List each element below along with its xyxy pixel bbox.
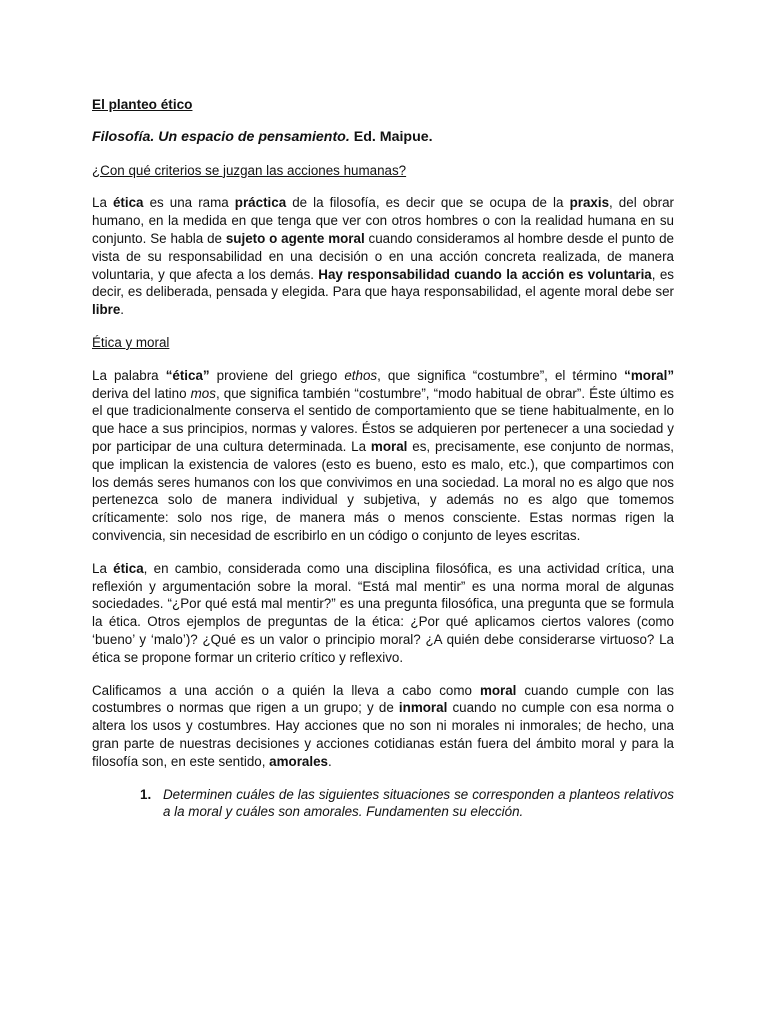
questions-list: [92, 786, 674, 822]
book-title: Filosofía. Un espacio de pensamiento.: [92, 128, 350, 145]
bold-term: práctica: [234, 195, 287, 211]
bold-term: ética: [113, 560, 144, 576]
text-run: , es decir, es deliberada, pensada y elegida. Para que haya responsabilidad, el agente moral debe ser: [92, 266, 674, 300]
bold-term: libre: [92, 302, 121, 318]
bold-term: “ética”: [165, 367, 210, 383]
text-run: , en cambio, considerada como una disciplina filosófica, es una actividad crítica, una reflexión y argumentación sobre la moral. “Está mal mentir” es una norma moral de algunas sociedades. “¿Por qué está mal mentir?” es una pregunta filosófica, una pregunta que se formula la ética. Otros ejemplos de preguntas de la ética: ¿Por qué aplicamos ciertos valores (como ‘bueno’ y ‘malo’)? ¿Qué es un valor o principio moral? ¿A quién debe considerarse virtuoso? La ética se propone formar un criterio crítico y reflexivo.: [92, 560, 674, 665]
paragraph-praxis: [92, 194, 674, 319]
question-item: [92, 786, 674, 822]
bold-term: moral: [479, 682, 517, 698]
text-run: proviene del griego: [209, 367, 345, 383]
bold-term: ética: [112, 195, 144, 211]
bold-term: praxis: [569, 195, 610, 211]
text-run: , del obrar humano, en la medida en que tenga que ver con otros hombres o con la realidad humana en su conjunto. Se habla de: [92, 195, 675, 246]
text-run: deriva del latino: [92, 385, 191, 401]
bold-term: “moral”: [624, 367, 675, 383]
text-run: La palabra: [92, 367, 166, 383]
paragraph-amorales: [92, 682, 674, 771]
text-run: de la filosofía, es decir que se ocupa de la: [286, 195, 570, 211]
text-run: .: [120, 302, 125, 318]
text-run: La: [92, 195, 113, 211]
italic-term: ethos: [344, 367, 378, 383]
question-number: 1.: [140, 786, 152, 802]
bold-term: Hay responsabilidad cuando la acción es voluntaria: [318, 266, 652, 282]
question-text: Determinen cuáles de las siguientes situaciones se corresponden a planteos relativos a la moral y cuáles son amorales. Fundamenten su elección.: [163, 786, 674, 820]
bold-term: moral: [370, 438, 408, 454]
publisher: Ed. Maipue.: [353, 128, 433, 145]
text-run: cuando cumple con las costumbres o normas que rigen a un grupo; y de: [92, 682, 675, 716]
bold-term: amorales: [269, 753, 328, 769]
text-run: cuando no cumple con esa norma o altera los usos y costumbres. Hay acciones que no son ni morales ni inmorales; de hecho, una gran parte de nuestras decisiones y acciones cotidianas están fuera del ámbito moral y para la filosofía son, en este sentido,: [92, 700, 674, 769]
bold-term: inmoral: [398, 700, 448, 716]
text-run: , que significa “costumbre”, el término: [377, 367, 625, 383]
section-heading: Ética y moral: [92, 334, 170, 350]
source-citation: [92, 129, 674, 147]
bold-term: sujeto o agente moral: [225, 230, 365, 246]
text-run: Calificamos a una acción o a quién la lleva a cabo como: [92, 682, 480, 698]
question-heading: ¿Con qué criterios se juzgan las acciones humanas?: [92, 162, 407, 178]
text-run: , que significa también “costumbre”, “modo habitual de obrar”. Éste último es el que tradicionalmente conserva el sentido de comportamiento que se tiene habitualmente, en lo que hace a sus principios, normas y valores. Éstos se adquieren por pertenecer a una sociedad y por participar de una cultura determinada. La: [92, 385, 674, 454]
paragraph-etica-moral: [92, 367, 674, 545]
document-page: [92, 96, 674, 821]
text-run: cuando consideramos al hombre desde el punto de vista de su responsabilidad en una decisión o en una acción concreta realizada, de manera voluntaria, y que afecta a los demás.: [92, 230, 674, 282]
text-run: es una rama: [143, 195, 235, 211]
italic-term: mos: [190, 385, 216, 401]
paragraph-etica-critica: [92, 560, 674, 667]
document-title: El planteo ético: [92, 97, 193, 112]
text-run: La: [92, 560, 114, 576]
text-run: .: [327, 753, 332, 769]
text-run: es, precisamente, ese conjunto de normas, que implican la existencia de valores (esto es bueno, esto es malo, etc.), que compartimos con los demás seres humanos con los que convivimos en una sociedad. La moral no es algo que nos pertenezca solo de manera individual y subjetiva, y además no es algo que tomemos críticamente: solo nos rige, de manera más o menos consciente. Estas normas rigen la convivencia, sin necesidad de escribirlo en un código o conjunto de leyes escritas.: [92, 438, 674, 543]
